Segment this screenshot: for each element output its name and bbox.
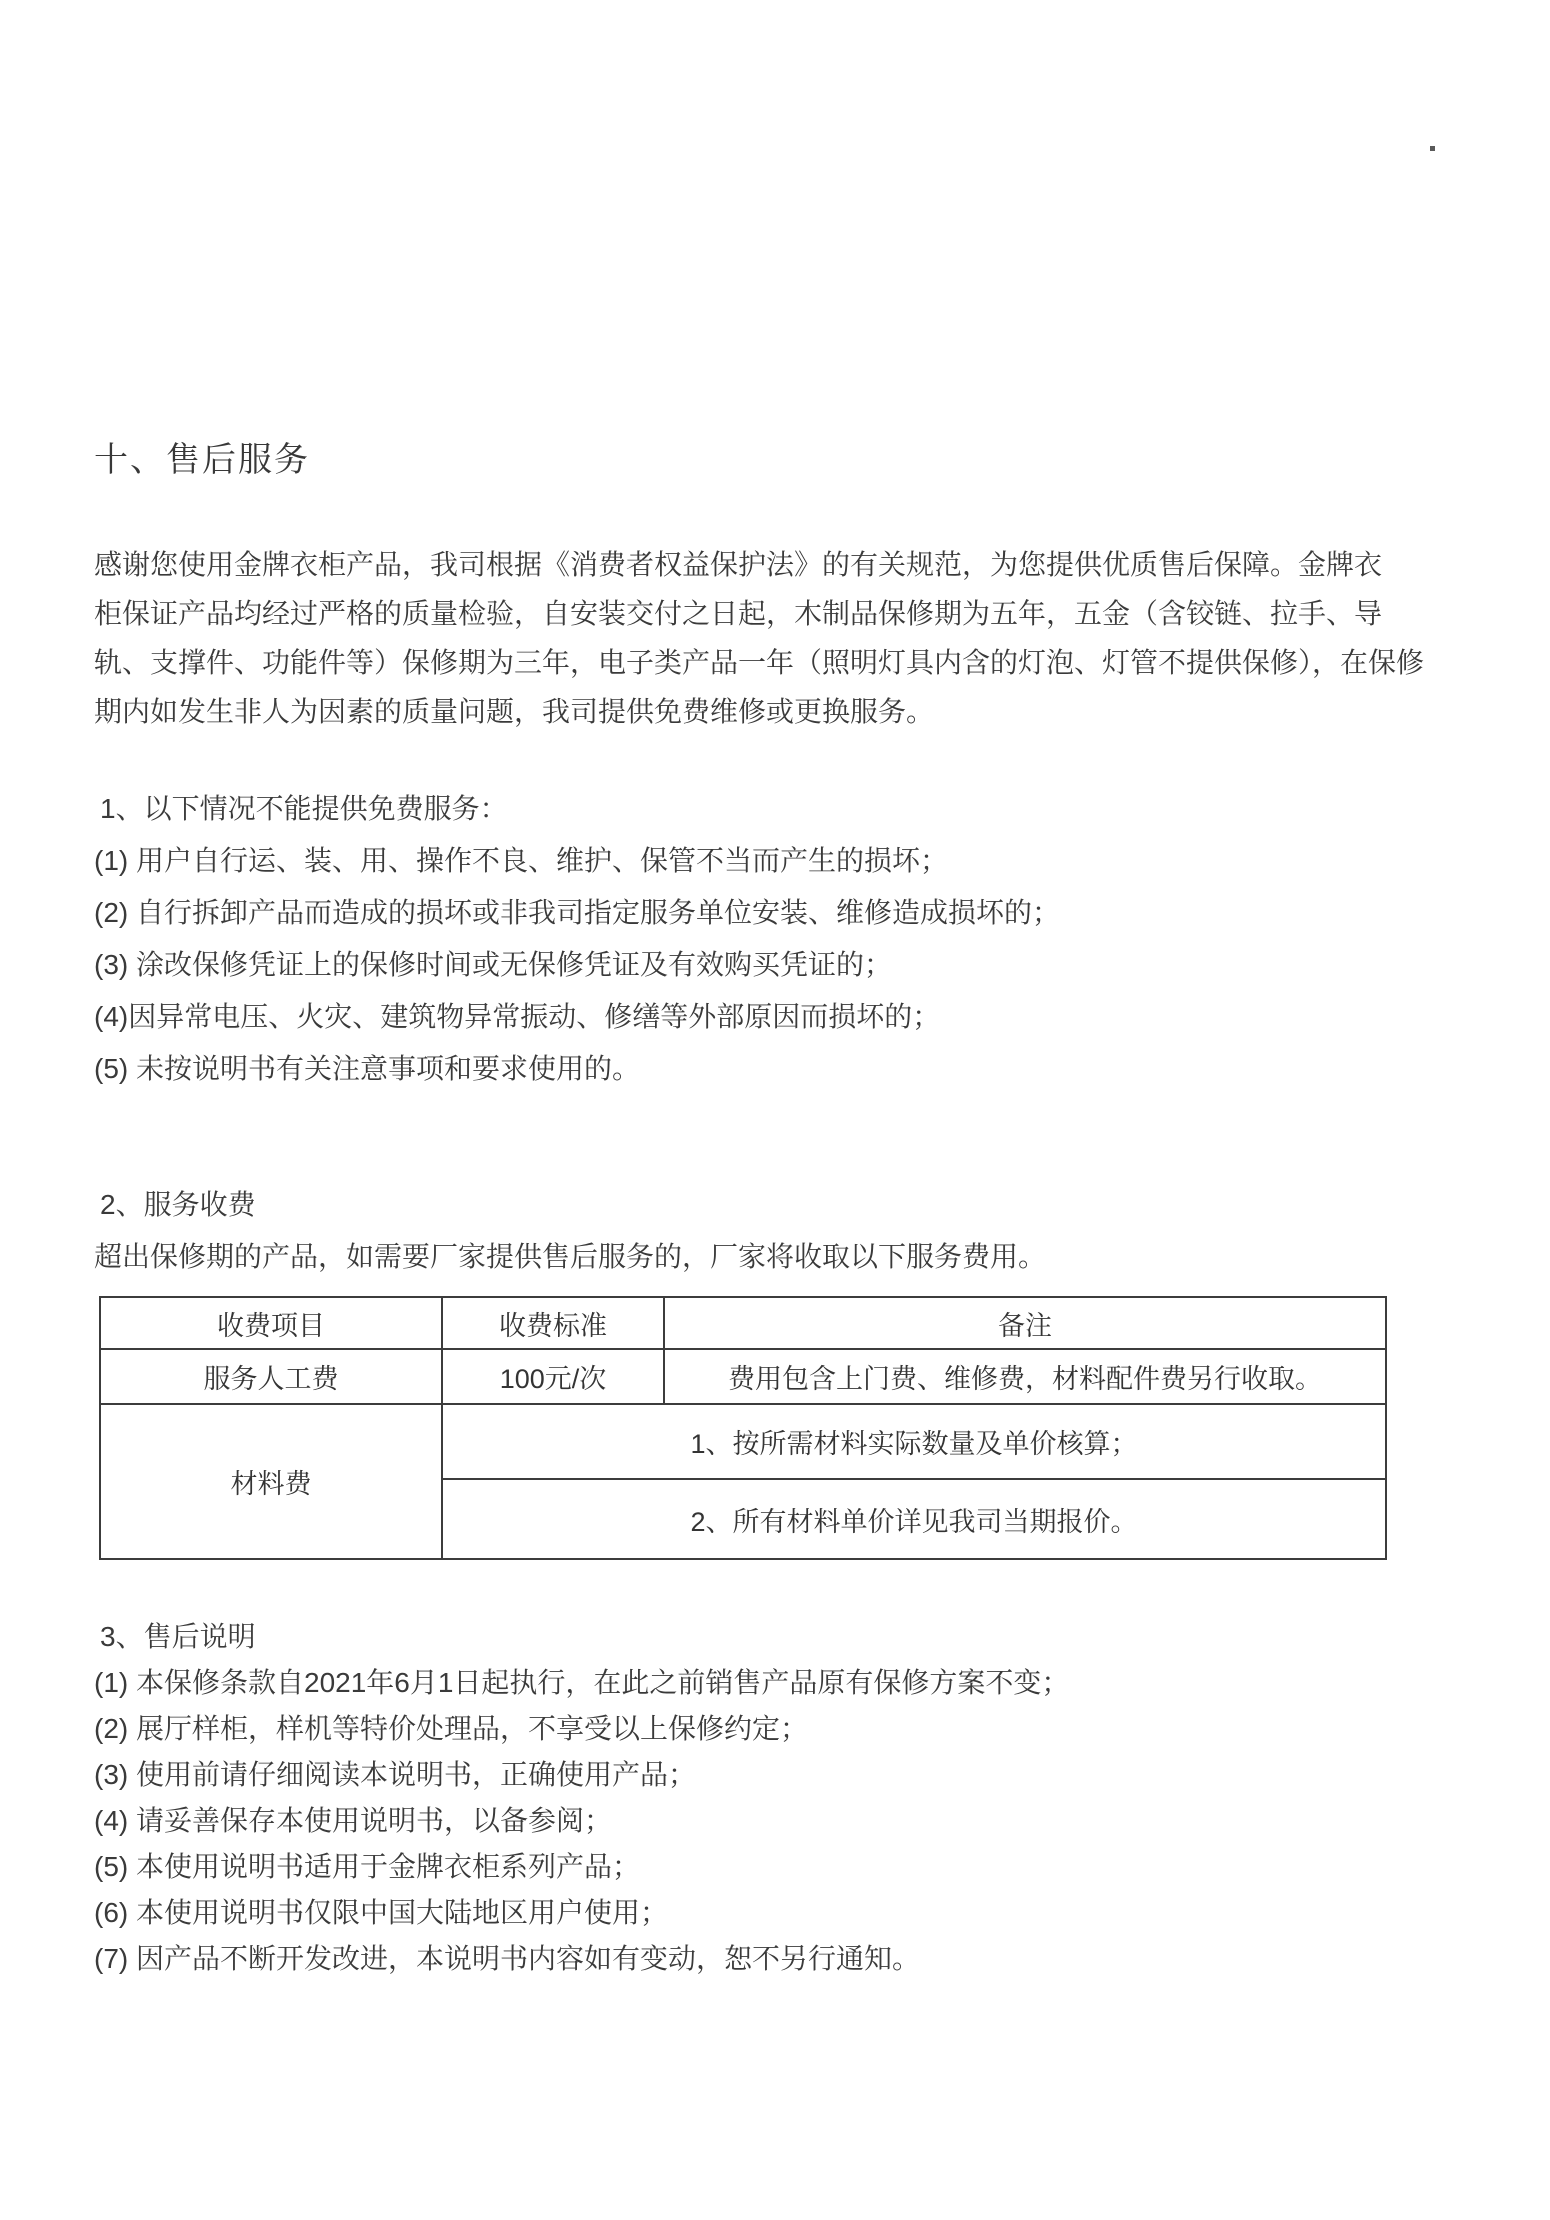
exclusion-item: (5) 未按说明书有关注意事项和要求使用的。 bbox=[94, 1053, 641, 1084]
section-service-fees bbox=[94, 1179, 1424, 1283]
section-free-service-exclusions bbox=[94, 783, 1424, 1095]
aftersales-note-item: (5) 本使用说明书适用于金牌衣柜系列产品； bbox=[94, 1851, 641, 1882]
labor-fee-remark-cell: 费用包含上门费、维修费，材料配件费另行收取。 bbox=[664, 1349, 1386, 1404]
section-aftersales-notes bbox=[94, 1614, 1424, 1982]
aftersales-note-item: (7) 因产品不断开发改进，本说明书内容如有变动，恕不另行通知。 bbox=[94, 1943, 921, 1974]
table-row-labor-fee bbox=[100, 1349, 1386, 1404]
table-header-row bbox=[100, 1297, 1386, 1349]
col-header-remark: 备注 bbox=[664, 1297, 1386, 1349]
intro-line: 感谢您使用金牌衣柜产品，我司根据《消费者权益保护法》的有关规范，为您提供优质售后保障。金牌衣 bbox=[94, 549, 1383, 580]
intro-line: 期内如发生非人为因素的质量问题，我司提供免费维修或更换服务。 bbox=[94, 696, 935, 727]
table-row-material-fee-1 bbox=[100, 1404, 1386, 1479]
aftersales-note-item: (2) 展厅样柜，样机等特价处理品，不享受以上保修约定； bbox=[94, 1713, 809, 1744]
material-fee-note-cell: 2、所有材料单价详见我司当期报价。 bbox=[442, 1479, 1386, 1559]
page-title: 十、售后服务 bbox=[94, 441, 310, 479]
intro-paragraph bbox=[94, 540, 1424, 736]
intro-line: 柜保证产品均经过严格的质量检验，自安装交付之日起，木制品保修期为五年，五金（含铰链、拉手、导 bbox=[94, 598, 1383, 629]
document-body bbox=[94, 440, 1424, 1982]
service-fee-intro: 超出保修期的产品，如需要厂家提供售后服务的，厂家将收取以下服务费用。 bbox=[94, 1241, 1047, 1272]
material-fee-note-cell: 1、按所需材料实际数量及单价核算； bbox=[442, 1404, 1386, 1479]
intro-line: 轨、支撑件、功能件等）保修期为三年，电子类产品一年（照明灯具内含的灯泡、灯管不提供保修），在保修 bbox=[94, 647, 1425, 678]
section-3-heading: 3、售后说明 bbox=[100, 1621, 256, 1652]
exclusion-item: (4)因异常电压、火灾、建筑物异常振动、修缮等外部原因而损坏的； bbox=[94, 1001, 941, 1032]
exclusion-item: (2) 自行拆卸产品而造成的损坏或非我司指定服务单位安装、维修造成损坏的； bbox=[94, 897, 1061, 928]
col-header-fee-item: 收费项目 bbox=[100, 1297, 442, 1349]
aftersales-note-item: (4) 请妥善保存本使用说明书，以备参阅； bbox=[94, 1805, 613, 1836]
section-2-heading: 2、服务收费 bbox=[100, 1189, 256, 1220]
col-header-fee-standard: 收费标准 bbox=[442, 1297, 664, 1349]
labor-fee-standard-cell: 100元/次 bbox=[442, 1349, 664, 1404]
section-1-heading: 1、以下情况不能提供免费服务： bbox=[100, 793, 508, 824]
aftersales-note-item: (6) 本使用说明书仅限中国大陆地区用户使用； bbox=[94, 1897, 669, 1928]
labor-fee-item-cell: 服务人工费 bbox=[100, 1349, 442, 1404]
material-fee-item-cell: 材料费 bbox=[100, 1404, 442, 1559]
stray-dot bbox=[1430, 146, 1435, 151]
aftersales-note-item: (1) 本保修条款自2021年6月1日起执行，在此之前销售产品原有保修方案不变； bbox=[94, 1667, 1070, 1698]
exclusion-item: (1) 用户自行运、装、用、操作不良、维护、保管不当而产生的损坏； bbox=[94, 845, 949, 876]
exclusion-item: (3) 涂改保修凭证上的保修时间或无保修凭证及有效购买凭证的； bbox=[94, 949, 893, 980]
service-fee-table bbox=[99, 1296, 1387, 1560]
aftersales-note-item: (3) 使用前请仔细阅读本说明书，正确使用产品； bbox=[94, 1759, 697, 1790]
